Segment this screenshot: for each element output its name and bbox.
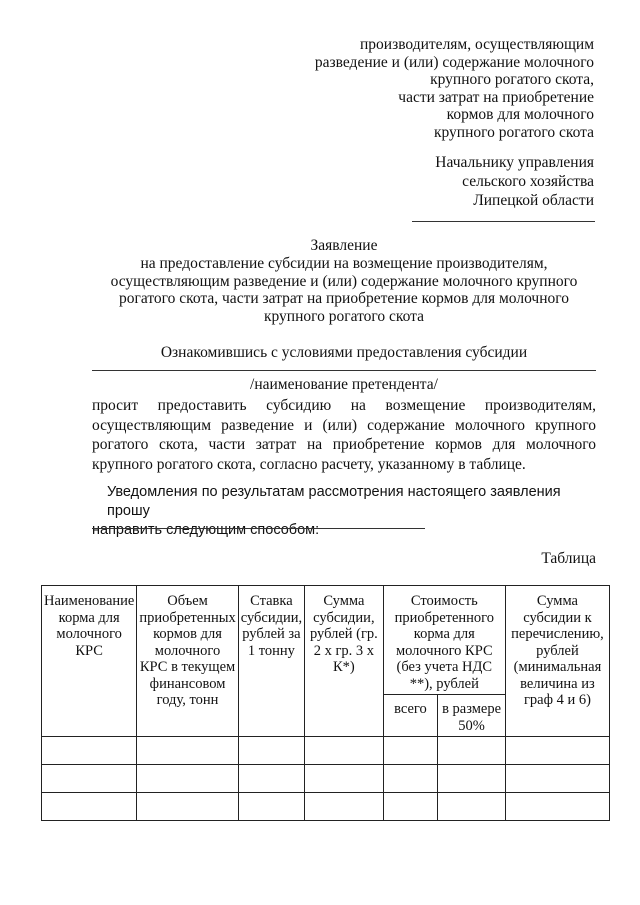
title-heading: Заявление	[310, 237, 378, 254]
applicant-blank-line[interactable]	[92, 370, 596, 371]
addressee-line: кормов для молочного	[446, 106, 594, 123]
recipient-blank-line[interactable]	[412, 221, 595, 222]
table-cell[interactable]	[238, 737, 304, 765]
header-cost-50-percent: в размере 50%	[438, 695, 506, 737]
table-cell[interactable]	[137, 737, 238, 765]
table-cell[interactable]	[305, 793, 384, 821]
title-line: рогатого скота, части затрат на приобретение кормов для молочного	[119, 290, 569, 308]
header-cost-total: всего	[383, 695, 438, 737]
addressee-line: части затрат на приобретение	[398, 88, 594, 106]
header-subsidy-sum: Сумма субсидии, рублей (гр. 2 х гр. 3 х К*)	[305, 586, 384, 737]
table-cell[interactable]	[42, 765, 137, 793]
recipient-block	[435, 153, 594, 210]
notice-paragraph	[92, 483, 596, 540]
addressee-line: производителям, осуществляющим	[360, 36, 594, 53]
table-cell[interactable]	[438, 737, 506, 765]
table-cell[interactable]	[383, 765, 438, 793]
table-cell[interactable]	[305, 737, 384, 765]
request-paragraph: просит предоставить субсидию на возмещение производителям, осуществляющим разведение и (или) содержание молочного крупного рогатого скота, части затрат на приобретение кормов для молочного крупного рогатого скота, согласно расчету, указанному в таблице.	[92, 397, 596, 473]
header-feed-volume: Объем приобретенных кормов для молочного КРС в текущем финансовом году, тонн	[137, 586, 238, 737]
recipient-line: Липецкой области	[473, 192, 594, 209]
subsidy-table	[41, 585, 610, 821]
table-cell[interactable]	[383, 737, 438, 765]
table-cell[interactable]	[383, 793, 438, 821]
title-line: крупного рогатого скота	[263, 308, 425, 326]
table-row	[42, 793, 610, 821]
title-line: на предоставление субсидии на возмещение производителям,	[140, 254, 548, 272]
table-cell[interactable]	[305, 765, 384, 793]
table-cell[interactable]	[438, 765, 506, 793]
header-feed-cost: Стоимость приобретенного корма для молочного КРС (без учета НДС **), рублей	[383, 586, 505, 695]
header-transfer-sum: Сумма субсидии к перечислению, рублей (минимальная величина из граф 4 и 6)	[505, 586, 609, 737]
table-cell[interactable]	[238, 793, 304, 821]
recipient-line: сельского хозяйства	[462, 173, 594, 190]
header-subsidy-rate: Ставка субсидии, рублей за 1 тонну	[238, 586, 304, 737]
table-cell[interactable]	[137, 765, 238, 793]
document-title	[92, 237, 596, 326]
table-cell[interactable]	[42, 737, 137, 765]
table-cell[interactable]	[137, 793, 238, 821]
notice-line-1: Уведомления по результатам рассмотрения настоящего заявления прошу	[107, 484, 561, 519]
title-line: осуществляющим разведение и (или) содержание молочного крупного	[110, 272, 578, 290]
applicant-caption: /наименование претендента/	[250, 376, 438, 393]
addressee-line: крупного рогатого скота,	[430, 71, 594, 88]
recipient-line: Начальнику управления	[435, 154, 594, 171]
table-cell[interactable]	[505, 737, 609, 765]
table-caption: Таблица	[541, 550, 596, 567]
addressee-block	[315, 36, 594, 141]
header-feed-name: Наименование корма для молочного КРС	[42, 586, 137, 737]
table-cell[interactable]	[505, 793, 609, 821]
table-cell[interactable]	[438, 793, 506, 821]
addressee-line: крупного рогатого скота	[433, 123, 594, 141]
addressee-line: разведение и (или) содержание молочного	[314, 53, 594, 71]
table-cell[interactable]	[238, 765, 304, 793]
notice-blank-line[interactable]	[92, 528, 425, 529]
table-cell[interactable]	[505, 765, 609, 793]
notice-line-2: направить следующим способом:	[92, 522, 320, 538]
table-row	[42, 765, 610, 793]
table-cell[interactable]	[42, 793, 137, 821]
acquainted-text: Ознакомившись с условиями предоставления субсидии	[160, 344, 528, 361]
table-row	[42, 737, 610, 765]
